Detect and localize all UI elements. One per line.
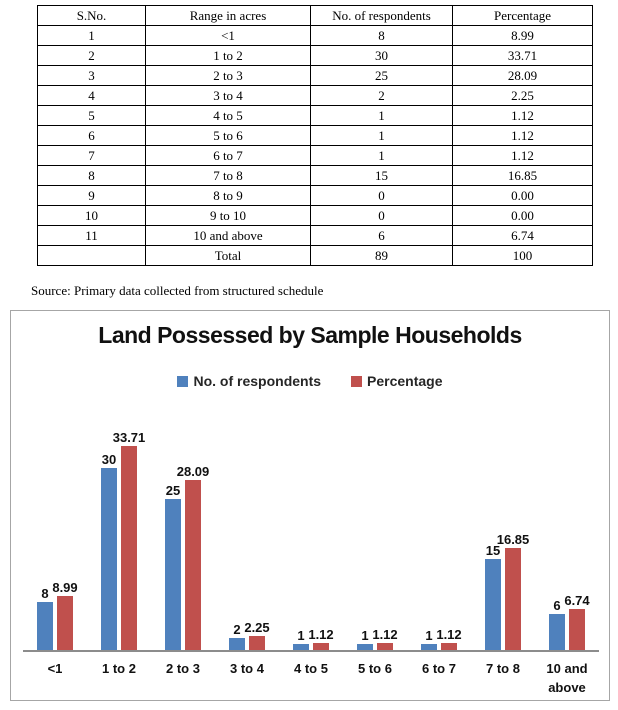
bar-percentage: [569, 609, 585, 650]
table-cell: 8: [38, 166, 146, 186]
table-header-sno: S.No.: [38, 6, 146, 26]
x-axis-label: 1 to 2: [102, 661, 136, 676]
table-cell: 6.74: [453, 226, 593, 246]
x-axis-label: 2 to 3: [166, 661, 200, 676]
bar-value-label: 1.12: [308, 626, 334, 642]
bar-respondents: [549, 614, 565, 650]
table-cell: 1: [311, 146, 453, 166]
table-cell: 0: [311, 206, 453, 226]
table-cell: 3: [38, 66, 146, 86]
table-cell: 6: [38, 126, 146, 146]
table-cell: 1.12: [453, 106, 593, 126]
bar-wrap: [308, 626, 334, 650]
bar-respondents: [101, 468, 117, 650]
table-row: [38, 26, 593, 46]
table-cell: 5: [38, 106, 146, 126]
table-cell: 10: [38, 206, 146, 226]
bar-value-label: 16.85: [496, 531, 530, 547]
table-cell: 4: [38, 86, 146, 106]
table-row: [38, 246, 593, 266]
table-cell: <1: [146, 26, 311, 46]
x-axis-label: 4 to 5: [294, 661, 328, 676]
table-cell: 3 to 4: [146, 86, 311, 106]
legend-label-respondents: No. of respondents: [193, 373, 322, 389]
bar-percentage: [377, 643, 393, 650]
bar-value-label: 1.12: [436, 626, 462, 642]
bar-group: [87, 411, 151, 650]
x-axis-label: 6 to 7: [422, 661, 456, 676]
table-cell: 2 to 3: [146, 66, 311, 86]
bar-group: [23, 411, 87, 650]
bar-wrap: [176, 463, 210, 650]
legend-label-percentage: Percentage: [367, 373, 443, 389]
x-axis-label: 5 to 6: [358, 661, 392, 676]
table-cell: 1.12: [453, 126, 593, 146]
table-cell: 9: [38, 186, 146, 206]
table-cell: 1 to 2: [146, 46, 311, 66]
table-header-range: Range in acres: [146, 6, 311, 26]
bar-group: [279, 411, 343, 650]
bar-percentage: [185, 480, 201, 650]
table-cell: 8: [311, 26, 453, 46]
bar-value-label: 1: [297, 627, 305, 643]
bar-value-label: 1.12: [372, 626, 398, 642]
bar-respondents: [485, 559, 501, 650]
bar-wrap: [112, 429, 146, 650]
table-cell: 30: [311, 46, 453, 66]
bar-value-label: 28.09: [176, 463, 210, 479]
table-cell: 2: [311, 86, 453, 106]
table-cell: Total: [146, 246, 311, 266]
table-row: [38, 66, 593, 86]
x-axis-label: 7 to 8: [486, 661, 520, 676]
plot-area: [23, 411, 599, 650]
bar-group: [151, 411, 215, 650]
table-cell: 28.09: [453, 66, 593, 86]
table-row: [38, 226, 593, 246]
x-axis-labels: [23, 660, 599, 698]
bar-percentage: [249, 636, 265, 650]
legend-item-respondents: [177, 373, 321, 389]
bar-value-label: 2: [233, 621, 241, 637]
bar-group: [407, 411, 471, 650]
bar-value-label: 8: [41, 585, 49, 601]
bar-wrap: [421, 629, 437, 650]
legend-swatch-respondents-icon: [177, 376, 188, 387]
source-note: Source: Primary data collected from structured schedule: [31, 283, 324, 298]
table-cell: [38, 246, 146, 266]
bar-wrap: [244, 619, 270, 650]
bar-value-label: 6: [553, 597, 561, 613]
bar-group: [215, 411, 279, 650]
bar-percentage: [57, 596, 73, 650]
bar-percentage: [313, 643, 329, 650]
bar-value-label: 8.99: [52, 579, 78, 595]
table-row: [38, 146, 593, 166]
bar-group: [471, 411, 535, 650]
table-cell: 16.85: [453, 166, 593, 186]
table-cell: 1: [38, 26, 146, 46]
bar-wrap: [229, 623, 245, 650]
table-cell: 25: [311, 66, 453, 86]
table-cell: 7: [38, 146, 146, 166]
table-cell: 4 to 5: [146, 106, 311, 126]
bar-wrap: [372, 626, 398, 650]
bar-respondents: [165, 499, 181, 650]
table-header-row: [38, 6, 593, 26]
table-cell: 6 to 7: [146, 146, 311, 166]
bar-wrap: [564, 592, 590, 650]
table-cell: 15: [311, 166, 453, 186]
table-cell: 9 to 10: [146, 206, 311, 226]
x-axis-line: [23, 650, 599, 652]
table-cell: 0.00: [453, 186, 593, 206]
table-row: [38, 166, 593, 186]
chart-legend: [11, 373, 609, 389]
table-cell: 100: [453, 246, 593, 266]
table-row: [38, 46, 593, 66]
table-cell: 89: [311, 246, 453, 266]
table-cell: 2.25: [453, 86, 593, 106]
table-cell: 6: [311, 226, 453, 246]
table-cell: 1: [311, 106, 453, 126]
bar-wrap: [436, 626, 462, 650]
table-row: [38, 206, 593, 226]
table-cell: 33.71: [453, 46, 593, 66]
table-cell: 2: [38, 46, 146, 66]
land-holding-table: [37, 5, 593, 266]
table-cell: 8 to 9: [146, 186, 311, 206]
bar-value-label: 1: [425, 627, 433, 643]
chart-title: Land Possessed by Sample Households: [98, 322, 522, 348]
x-axis-label: 3 to 4: [230, 661, 264, 676]
bar-percentage: [505, 548, 521, 650]
bar-wrap: [101, 453, 117, 650]
table-header-respondents: No. of respondents: [311, 6, 453, 26]
bar-wrap: [357, 629, 373, 650]
table-cell: 11: [38, 226, 146, 246]
bar-value-label: 33.71: [112, 429, 146, 445]
bar-respondents: [37, 602, 53, 650]
table-cell: 1: [311, 126, 453, 146]
bar-wrap: [165, 484, 181, 650]
bar-value-label: 30: [101, 451, 117, 467]
table-cell: 1.12: [453, 146, 593, 166]
bar-percentage: [121, 446, 137, 650]
bar-wrap: [37, 587, 53, 650]
table-row: [38, 126, 593, 146]
bar-group: [343, 411, 407, 650]
bar-value-label: 2.25: [244, 619, 270, 635]
x-axis-label: 10 and above: [546, 661, 588, 695]
bar-value-label: 6.74: [564, 592, 590, 608]
table-row: [38, 106, 593, 126]
table-cell: 5 to 6: [146, 126, 311, 146]
table-row: [38, 186, 593, 206]
table-cell: 7 to 8: [146, 166, 311, 186]
bar-group: [535, 411, 599, 650]
bar-wrap: [485, 544, 501, 650]
bar-value-label: 1: [361, 627, 369, 643]
bar-wrap: [549, 599, 565, 650]
bar-wrap: [293, 629, 309, 650]
table-row: [38, 86, 593, 106]
bar-wrap: [52, 579, 78, 650]
table-cell: 0.00: [453, 206, 593, 226]
table-header-percentage: Percentage: [453, 6, 593, 26]
legend-item-percentage: [351, 373, 442, 389]
bar-value-label: 25: [165, 482, 181, 498]
table-cell: 10 and above: [146, 226, 311, 246]
table-cell: 0: [311, 186, 453, 206]
legend-swatch-percentage-icon: [351, 376, 362, 387]
bar-percentage: [441, 643, 457, 650]
bar-respondents: [229, 638, 245, 650]
bar-value-label: 15: [485, 542, 501, 558]
chart-panel: [10, 310, 610, 701]
table-cell: 8.99: [453, 26, 593, 46]
bar-wrap: [496, 531, 530, 650]
x-axis-label: <1: [47, 661, 63, 676]
